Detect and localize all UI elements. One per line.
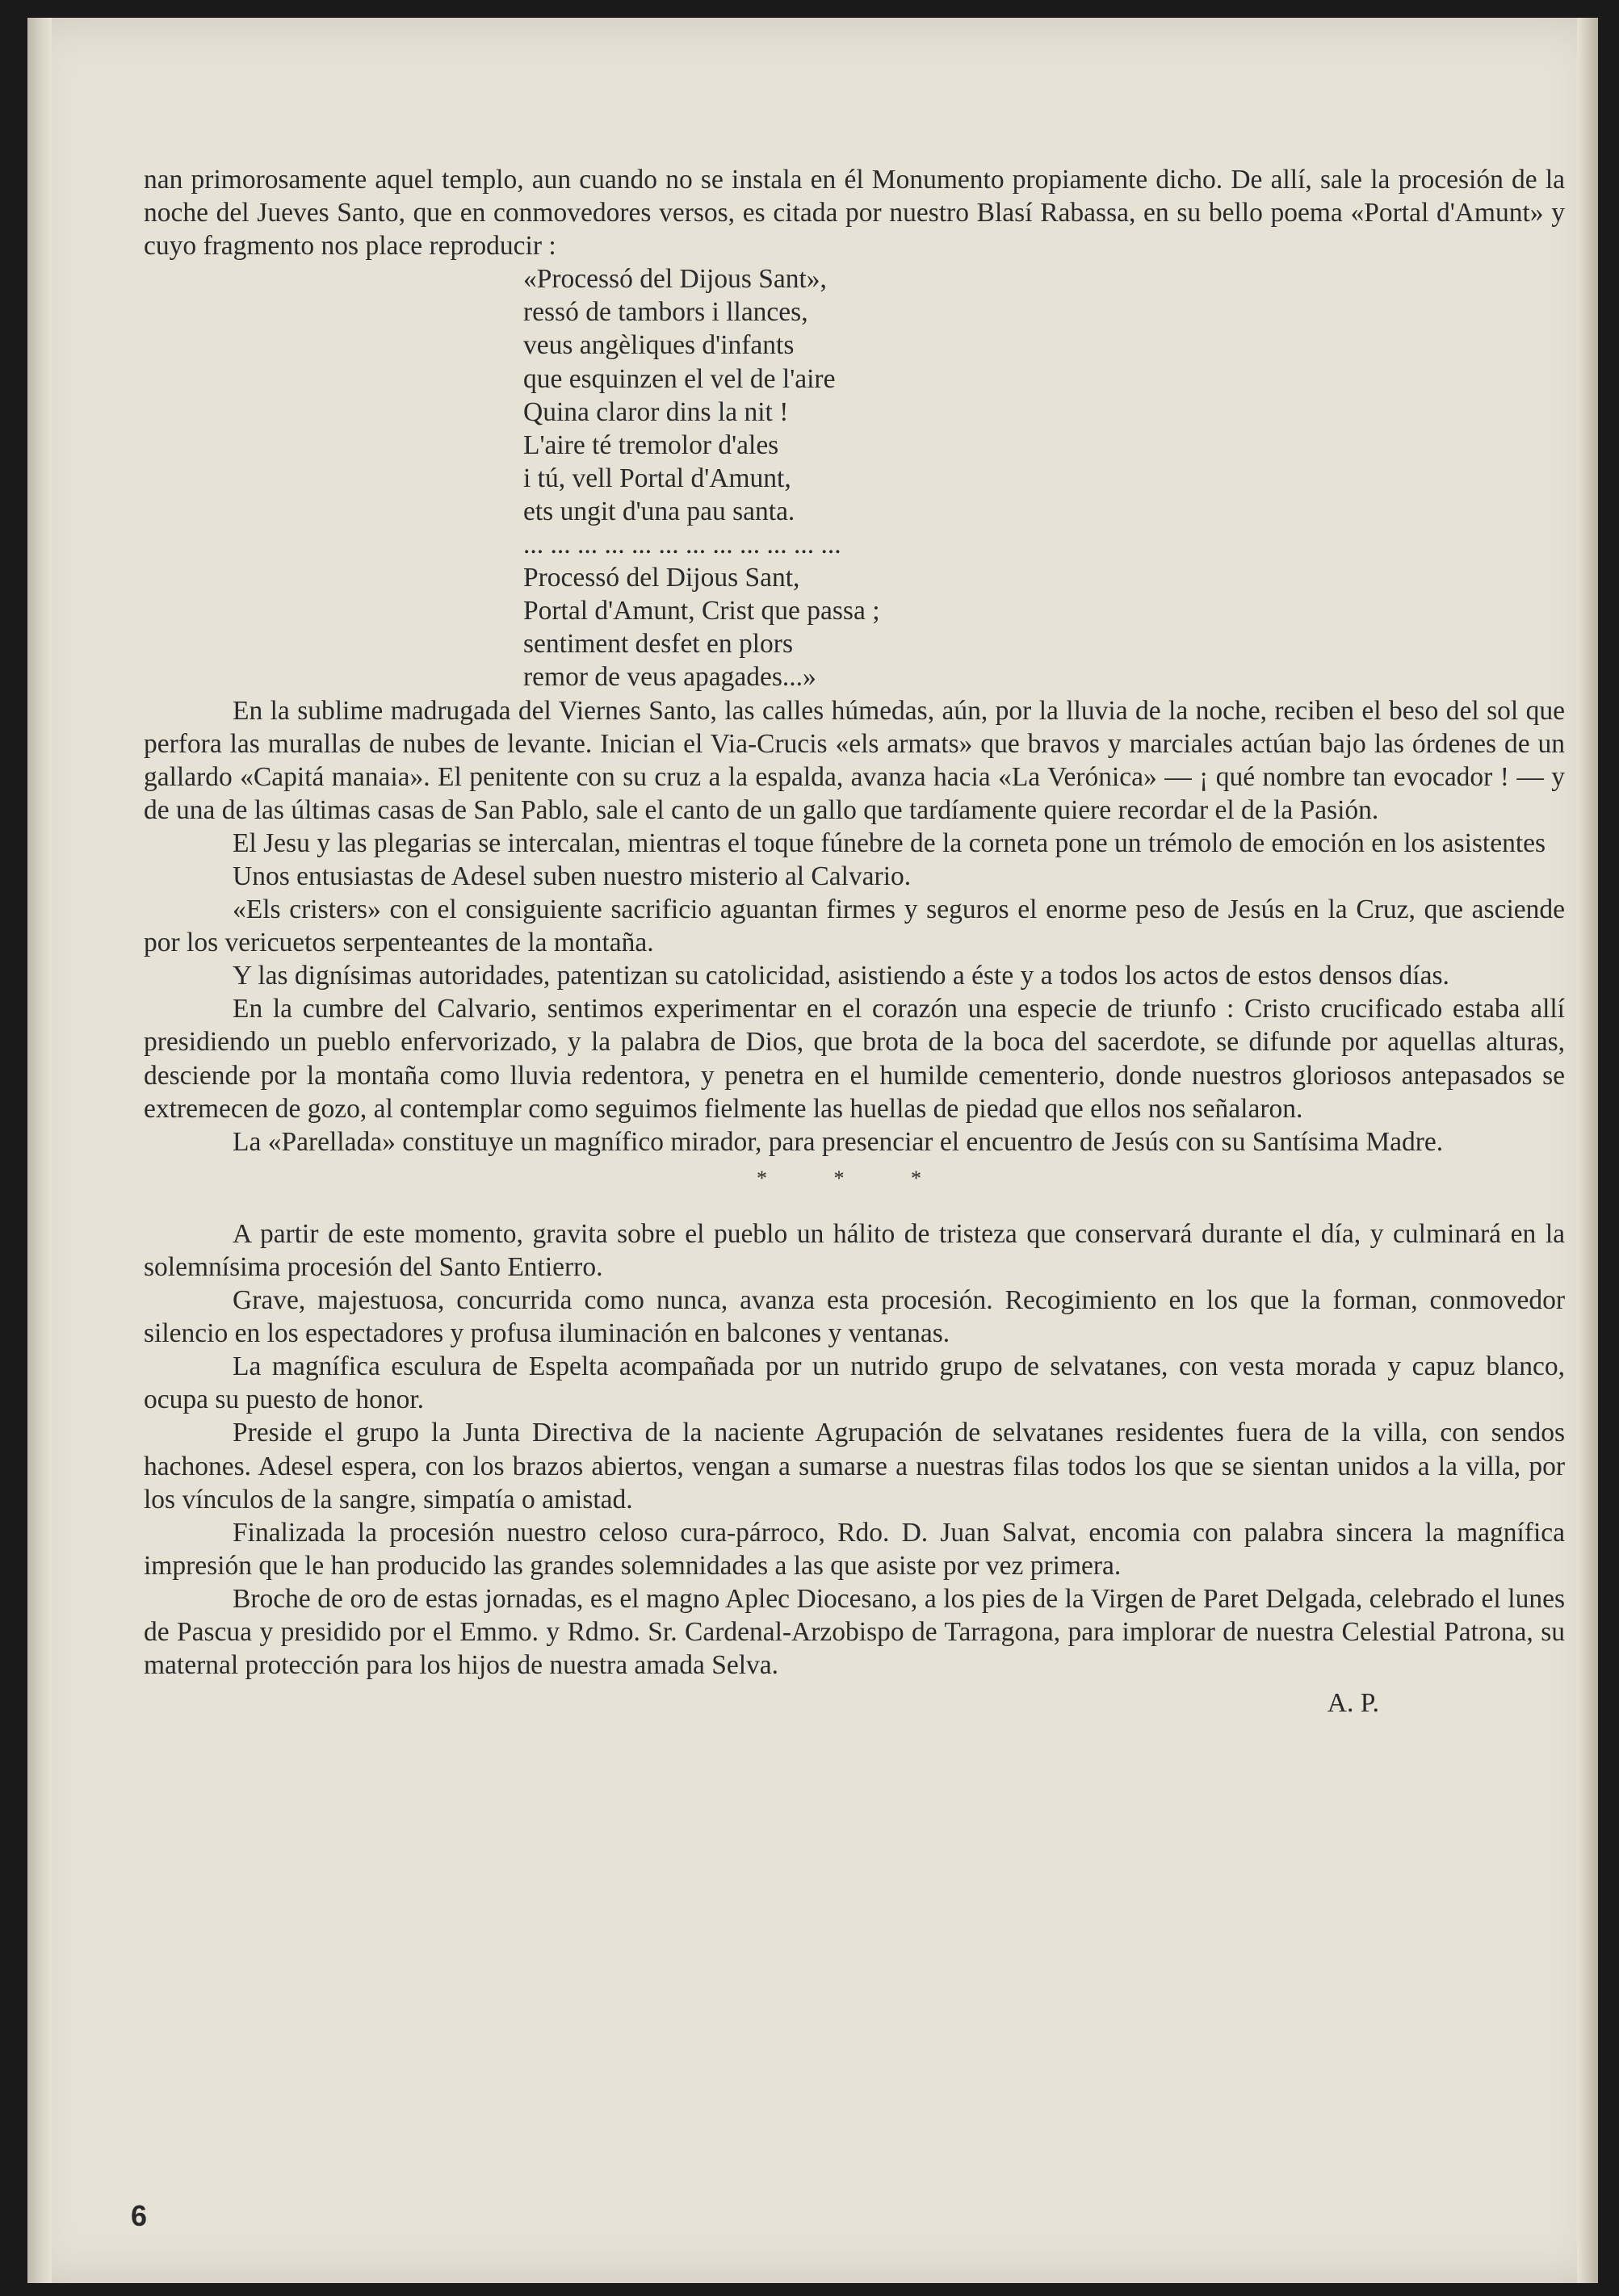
poem-line: i tú, vell Portal d'Amunt,	[523, 463, 791, 493]
body-paragraph: Grave, majestuosa, concurrida como nunca, avanza esta procesión. Recogimiento en los que la forman, conmovedor silencio en los espectadores y profusa iluminación en balcones y ventanas.	[144, 1285, 1565, 1349]
document-page	[27, 18, 1598, 2283]
poem-line: Portal d'Amunt, Crist que passa ;	[523, 596, 880, 626]
intro-paragraph: nan primorosamente aquel templo, aun cuando no se instala en él Monumento propiamente dicho. De allí, sale la procesión de la noche del Jueves Santo, que en conmovedores versos, es citada por nuestro Blasí Rabassa, en su bello poema «Portal d'Amunt» y cuyo fragmento nos place reproducir :	[144, 165, 1565, 262]
poem-line: sentiment desfet en plors	[523, 629, 793, 660]
body-paragraph: Y las dignísimas autoridades, patentizan su catolicidad, asistiendo a éste y a todos los actos de estos densos días.	[233, 961, 1449, 991]
body-paragraph: «Els cristers» con el consiguiente sacrificio aguantan firmes y seguros el enorme peso de Jesús en la Cruz, que asciende por los vericuetos serpenteantes de la montaña.	[144, 895, 1565, 958]
section-separator: * * *	[757, 1166, 952, 1190]
poem-ellipsis-line: ... ... ... ... ... ... ... ... ... ... ... ...	[523, 530, 841, 560]
author-signature: A. P.	[1327, 1688, 1379, 1719]
body-paragraph: La «Parellada» constituye un magnífico mirador, para presenciar el encuentro de Jesús con su Santísima Madre.	[233, 1126, 1444, 1157]
page-number: 6	[131, 2199, 148, 2232]
article-body	[144, 163, 1565, 1720]
poem-line: L'aire té tremolor d'ales	[523, 429, 779, 460]
body-paragraph: Broche de oro de estas jornadas, es el magno Aplec Diocesano, a los pies de la Virgen de Paret Delgada, celebrado el lunes de Pascua y presidido por el Emmo. y Rdmo. Sr. Cardenal-Arzobispo de Tarragona, para implorar de nuestra Celestial Patrona, su maternal protección para los hijos de nuestra amada Selva.	[144, 1583, 1565, 1681]
poem-line: veus angèliques d'infants	[523, 330, 795, 361]
body-paragraph: La magnífica esculura de Espelta acompañada por un nutrido grupo de selvatanes, con vesta morada y capuz blanco, ocupa su puesto de honor.	[144, 1351, 1565, 1415]
body-paragraph: En la sublime madrugada del Viernes Santo, las calles húmedas, aún, por la lluvia de la noche, reciben el beso del sol que perfora las murallas de nubes de levante. Inician el Via-Crucis «els armats» que bravos y marciales actúan bajo las órdenes de un gallardo «Capitá manaia». El penitente con su cruz a la espalda, avanza hacia «La Verónica» — ¡ qué nombre tan evocador ! — y de una de las últimas casas de San Pablo, sale el canto de un gallo que tardíamente quiere recordar el de la Pasión.	[144, 695, 1565, 825]
poem-line: que esquinzen el vel de l'aire	[523, 363, 836, 394]
poem-line: Quina claror dins la nit !	[523, 396, 789, 427]
body-paragraph: Preside el grupo la Junta Directiva de la naciente Agrupación de selvatanes residentes fuera de la villa, con sendos hachones. Adesel espera, con los brazos abiertos, vengan a sumarse a nuestras filas todos los que se sientan unidos a la villa, por los vínculos de la sangre, simpatía o amistad.	[144, 1418, 1565, 1515]
poem-line: ressó de tambors i llances,	[523, 297, 808, 328]
body-paragraph: El Jesu y las plegarias se intercalan, mientras el toque fúnebre de la corneta pone un trémolo de emoción en los asistentes	[233, 827, 1546, 858]
poem-line: Processó del Dijous Sant,	[523, 563, 800, 593]
body-paragraph: Unos entusiastas de Adesel suben nuestro misterio al Calvario.	[233, 861, 912, 891]
page-binding-edge	[27, 18, 52, 2283]
poem-fragment	[523, 262, 1565, 693]
poem-line: remor de veus apagades...»	[523, 662, 816, 693]
body-paragraph: Finalizada la procesión nuestro celoso cura-párroco, Rdo. D. Juan Salvat, encomia con palabra sincera la magnífica impresión que le han producido las grandes solemnidades a las que asiste por vez primera.	[144, 1517, 1565, 1581]
body-paragraph: A partir de este momento, gravita sobre el pueblo un hálito de tristeza que conservará durante el día, y culminará en la solemnísima procesión del Santo Entierro.	[144, 1218, 1565, 1282]
body-paragraph: En la cumbre del Calvario, sentimos experimentar en el corazón una especie de triunfo : Cristo crucificado estaba allí presidiendo un pueblo enfervorizado, y la palabra de Dios, que brota de la boca del sacerdote, se difunde por aquellas alturas, desciende por la montaña como lluvia redentora, y penetra en el humilde cementerio, donde nuestros gloriosos antepasados se extremecen de gozo, al contemplar como seguimos fielmente las huellas de piedad que ellos nos señalaron.	[144, 994, 1565, 1124]
poem-line: ets ungit d'una pau santa.	[523, 496, 795, 526]
page-right-edge	[1577, 18, 1598, 2283]
poem-line: «Processó del Dijous Sant»,	[523, 264, 827, 295]
